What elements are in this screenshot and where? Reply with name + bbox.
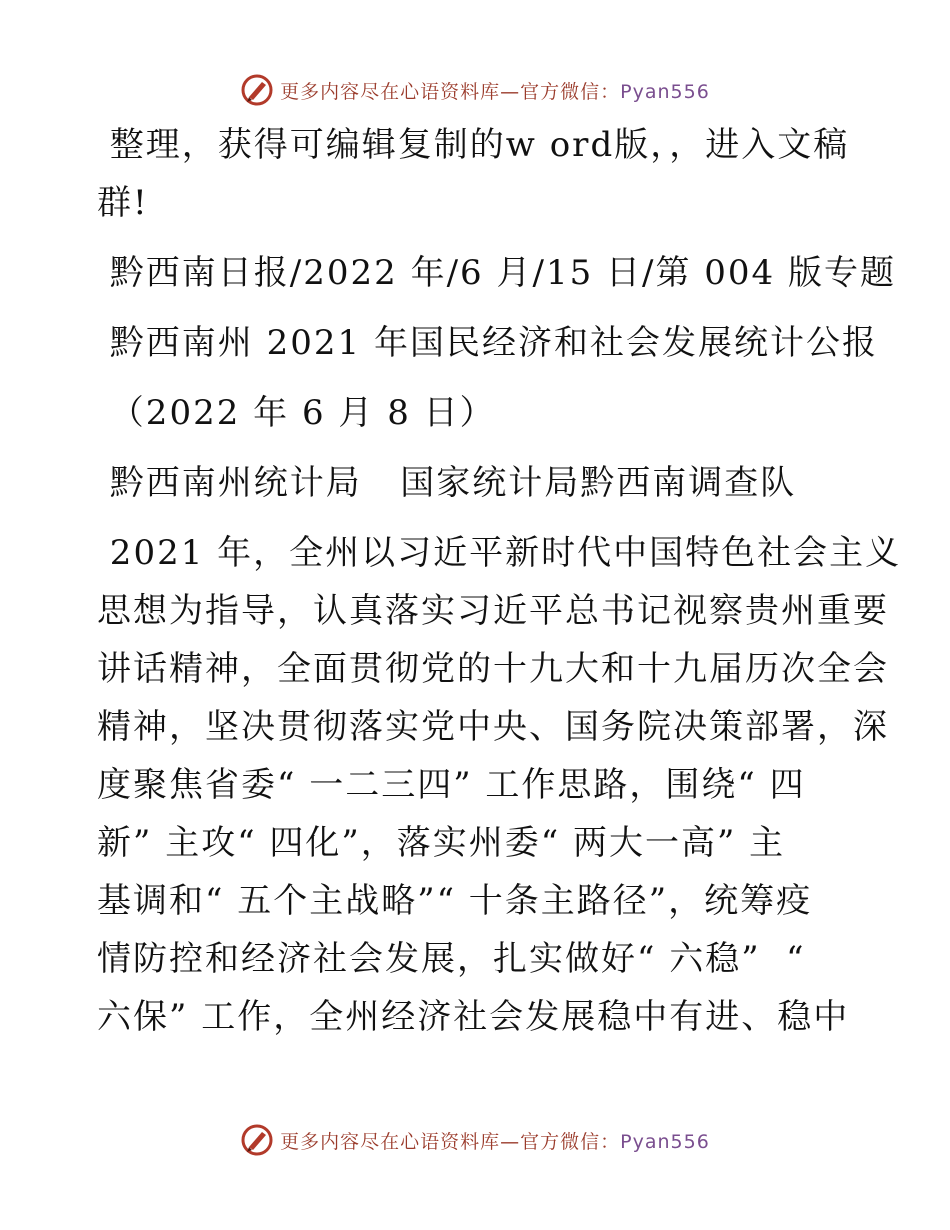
body-line-2: 思想为指导，认真落实习近平总书记视察贵州重要 <box>97 591 889 631</box>
body-line-8: 情防控和经济社会发展，扎实做好“ 六稳” “ <box>97 939 806 979</box>
body-line-3: 讲话精神，全面贯彻党的十九大和十九届历次全会 <box>97 649 889 689</box>
document-issuer: 黔西南州统计局 国家统计局黔西南调查队 <box>97 463 797 503</box>
footer-banner <box>0 1120 950 1160</box>
body-line-6: 新” 主攻“ 四化”，落实州委“ 两大一高” 主 <box>97 823 786 863</box>
footer-banner-inner <box>240 1123 710 1157</box>
body-line-4: 精神，坚决贯彻落实党中央、国务院决策部署，深 <box>97 707 889 747</box>
intro-line-2: 群! <box>97 183 149 223</box>
source-line: 黔西南日报/2022 年/6 月/15 日/第 004 版专题 <box>97 253 896 293</box>
document-title: 黔西南州 2021 年国民经济和社会发展统计公报 <box>97 323 878 363</box>
banner-slogan: 更多内容尽在心语资料库—官方微信： <box>280 80 621 103</box>
header-banner <box>0 70 950 110</box>
document-date: （2022 年 6 月 8 日） <box>97 393 496 433</box>
body-line-1: 2021 年，全州以习近平新时代中国特色社会主义 <box>97 533 902 573</box>
footer-banner-text <box>280 1127 710 1154</box>
body-line-7: 基调和“ 五个主战略”“ 十条主路径”，统筹疫 <box>97 881 813 921</box>
pen-logo-icon <box>240 73 274 107</box>
header-banner-text <box>280 77 710 104</box>
header-banner-inner <box>240 73 710 107</box>
banner-slogan: 更多内容尽在心语资料库—官方微信： <box>280 1130 621 1153</box>
body-line-9: 六保” 工作，全州经济社会发展稳中有进、稳中 <box>97 997 850 1037</box>
wechat-id: Pyan556 <box>620 1130 710 1153</box>
document-body <box>97 116 902 1046</box>
intro-line-1: 整理，获得可编辑复制的w ord版，，进入文稿 <box>97 125 850 165</box>
body-line-5: 度聚焦省委“ 一二三四” 工作思路，围绕“ 四 <box>97 765 806 805</box>
wechat-id: Pyan556 <box>620 80 710 103</box>
pen-logo-icon <box>240 1123 274 1157</box>
